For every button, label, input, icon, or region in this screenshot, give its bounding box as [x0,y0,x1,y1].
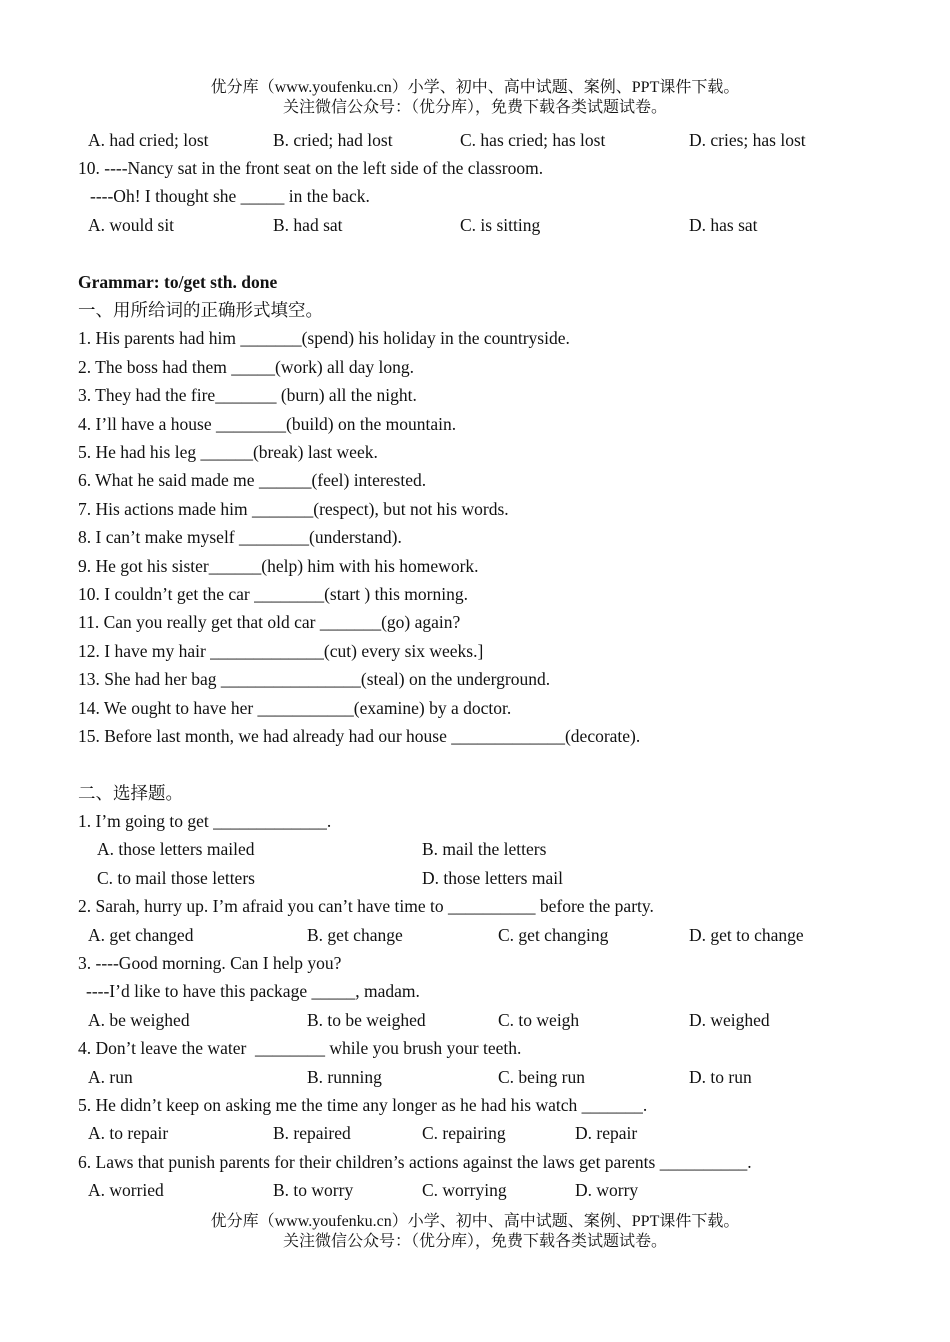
q10-option-d: D. has sat [689,215,758,235]
q10-option-c: C. is sitting [460,215,541,235]
p2-q6-option-c: C. worrying [422,1180,507,1200]
q9-option-b: B. cried; had lost [273,130,393,150]
page-footer-line1: 优分库（www.youfenku.cn）小学、初中、高中试题、案例、PPT课件下载。 [210,1213,740,1230]
p2-q4-option-c: C. being run [498,1067,586,1087]
q10-option-b: B. had sat [273,215,343,235]
list-item: 4. I’ll have a house ________(build) on the mountain. [78,414,457,434]
p2-q3-option-d: D. weighed [689,1010,770,1030]
p2-q2-stem: 2. Sarah, hurry up. I’m afraid you can’t have time to __________ before the party. [78,896,654,916]
page-header-line1: 优分库（www.youfenku.cn）小学、初中、高中试题、案例、PPT课件下载。 [210,79,740,96]
p2-q5-option-d: D. repair [575,1123,638,1143]
q9-option-c: C. has cried; has lost [460,130,606,150]
q10-stem-1: 10. ----Nancy sat in the front seat on the left side of the classroom. [78,158,544,178]
p2-q6-option-b: B. to worry [273,1180,354,1200]
p2-q1-option-b: B. mail the letters [422,839,547,859]
list-item: 9. He got his sister______(help) him with his homework. [78,556,479,576]
list-item: 8. I can’t make myself ________(understand). [78,527,402,547]
p2-q3-option-b: B. to be weighed [307,1010,426,1030]
p2-q3-option-c: C. to weigh [498,1010,580,1030]
list-item: 12. I have my hair _____________(cut) every six weeks.] [78,641,484,661]
p2-q1-option-c: C. to mail those letters [97,868,255,888]
q9-option-d: D. cries; has lost [689,130,806,150]
list-item: 10. I couldn’t get the car ________(start ) this morning. [78,584,468,604]
p2-q1-option-a: A. those letters mailed [97,839,255,859]
p2-q6-option-d: D. worry [575,1180,639,1200]
q9-option-a: A. had cried; lost [88,130,209,150]
p2-q5-option-b: B. repaired [273,1123,351,1143]
p2-q2-option-a: A. get changed [88,925,194,945]
p2-q2-option-d: D. get to change [689,925,804,945]
q10-option-a: A. would sit [88,215,175,235]
p2-q5-stem: 5. He didn’t keep on asking me the time any longer as he had his watch _______. [78,1095,648,1115]
page-footer-line2: 关注微信公众号：（优分库），免费下载各类试题试卷。 [282,1233,667,1250]
p2-q5-option-c: C. repairing [422,1123,506,1143]
p2-q3-stem-2: ----I’d like to have this package _____, madam. [86,981,420,1001]
list-item: 13. She had her bag ________________(steal) on the underground. [78,669,551,689]
list-item: 1. His parents had him _______(spend) his holiday in the countryside. [78,328,570,348]
list-item: 6. What he said made me ______(feel) interested. [78,470,427,490]
p2-q3-stem-1: 3. ----Good morning. Can I help you? [78,953,342,973]
p2-q3-option-a: A. be weighed [88,1010,190,1030]
p2-q4-stem: 4. Don’t leave the water ________ while you brush your teeth. [78,1038,522,1058]
p2-q4-option-b: B. running [307,1067,382,1087]
list-item: 2. The boss had them _____(work) all day long. [78,357,415,377]
list-item: 14. We ought to have her ___________(examine) by a doctor. [78,698,512,718]
list-item: 7. His actions made him _______(respect), but not his words. [78,499,509,519]
p2-q1-stem: 1. I’m going to get _____________. [78,811,332,831]
p2-q6-stem: 6. Laws that punish parents for their children’s actions against the laws get parents __________. [78,1152,752,1172]
part2-title: 二、选择题。 [78,783,183,803]
list-item: 3. They had the fire_______ (burn) all the night. [78,385,417,405]
p2-q5-option-a: A. to repair [88,1123,169,1143]
p2-q4-option-a: A. run [88,1067,133,1087]
q10-stem-2: ----Oh! I thought she _____ in the back. [90,186,370,206]
list-item: 15. Before last month, we had already had our house _____________(decorate). [78,726,641,746]
p2-q2-option-b: B. get change [307,925,403,945]
p2-q2-option-c: C. get changing [498,925,609,945]
p2-q4-option-d: D. to run [689,1067,752,1087]
p2-q1-option-d: D. those letters mail [422,868,563,888]
p2-q6-option-a: A. worried [88,1180,164,1200]
list-item: 5. He had his leg ______(break) last week. [78,442,378,462]
list-item: 11. Can you really get that old car _______(go) again? [78,612,461,632]
part1-title: 一、用所给词的正确形式填空。 [78,300,323,320]
grammar-section-title: Grammar: to/get sth. done [78,272,278,292]
page-header-line2: 关注微信公众号：（优分库），免费下载各类试题试卷。 [282,99,667,116]
